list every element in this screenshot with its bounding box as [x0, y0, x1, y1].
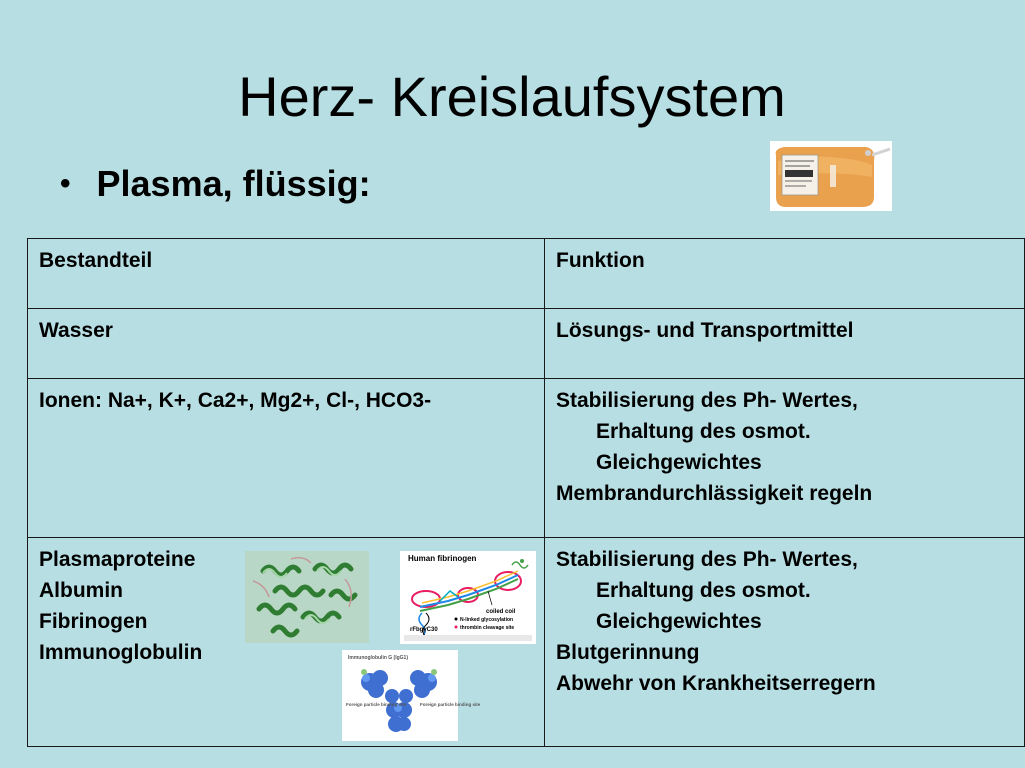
fibrinogen-structure-label: rFbgγC30 [410, 627, 438, 633]
cell-line: Fibrinogen [39, 610, 148, 633]
cell-component [28, 309, 545, 379]
table-row [28, 538, 1025, 747]
plasma-table [27, 238, 1025, 747]
cell-line: Erhaltung des osmot. [596, 420, 811, 443]
fibrinogen-legend-1: N-linked glycosylation [460, 617, 514, 623]
cell-line: Stabilisierung des Ph- Wertes, [556, 389, 858, 412]
fibrinogen-title: Human fibrinogen [408, 554, 477, 563]
header-cell-component: Bestandteil [28, 239, 545, 309]
fibrinogen-legend-2: thrombin cleavage site [460, 625, 515, 631]
fibrinogen-coil-label: coiled coil [486, 609, 516, 615]
cell-function [545, 379, 1025, 538]
cell-component [28, 538, 545, 747]
albumin-structure-image [245, 551, 369, 643]
cell-line: Wasser [39, 319, 113, 342]
bullet-icon: • [60, 167, 71, 200]
plasma-bag-image [770, 141, 892, 211]
cell-line: Abwehr von Krankheitserregern [556, 672, 876, 695]
bullet-item [60, 162, 371, 206]
cell-line: Lösungs- und Transportmittel [556, 319, 854, 342]
header-cell-function: Funktion [545, 239, 1025, 309]
table-row [28, 309, 1025, 379]
cell-line: Plasmaproteine [39, 548, 196, 571]
immuno-left-label: Foreign particle binding site [346, 702, 407, 707]
cell-line: Erhaltung des osmot. [596, 579, 811, 602]
cell-line: Stabilisierung des Ph- Wertes, [556, 548, 858, 571]
cell-line: Gleichgewichtes [596, 451, 762, 474]
immuno-right-label: Foreign particle binding site [420, 702, 481, 707]
slide-title: Herz- Kreislaufsystem [238, 65, 786, 128]
cell-line: Albumin [39, 579, 123, 602]
cell-line: Gleichgewichtes [596, 610, 762, 633]
cell-line: Immunoglobulin [39, 641, 203, 664]
bullet-text: Plasma, flüssig: [96, 163, 371, 204]
cell-line: Ionen: Na+, K+, Ca2+, Mg2+, Cl-, HCO3- [39, 389, 432, 412]
cell-line: Blutgerinnung [556, 641, 700, 664]
table-row [28, 379, 1025, 538]
cell-function [545, 538, 1025, 747]
cell-line: Membrandurchlässigkeit regeln [556, 482, 873, 505]
immuno-title: Immunoglobulin G (IgG1) [348, 655, 408, 661]
table-header-row [28, 239, 1025, 309]
cell-function [545, 309, 1025, 379]
immunoglobulin-structure-image [342, 650, 481, 741]
cell-component [28, 379, 545, 538]
fibrinogen-diagram-image [400, 551, 536, 644]
